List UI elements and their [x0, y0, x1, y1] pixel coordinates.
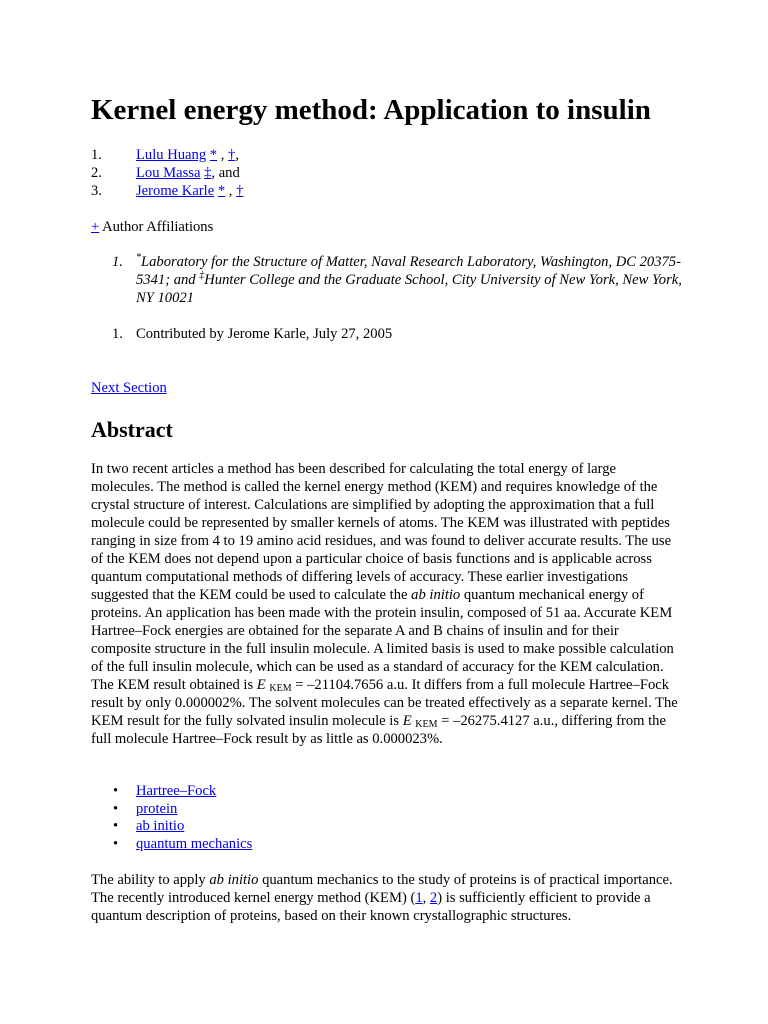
expand-affiliations-link[interactable]: +	[91, 219, 100, 235]
keyword-link-quantum-mechanics[interactable]: quantum mechanics	[136, 835, 253, 852]
article-title: Kernel energy method: Application to insulin	[91, 94, 651, 126]
affiliation-mark-link[interactable]: *	[217, 183, 226, 199]
italic-term: ab initio	[209, 872, 259, 888]
keyword-item	[91, 782, 252, 800]
bullet: •	[113, 783, 119, 799]
keyword-list	[91, 782, 252, 852]
author-link-massa[interactable]: Lou Massa	[136, 165, 201, 181]
energy-subscript: KEM	[415, 719, 438, 730]
contribution-note	[112, 325, 392, 343]
keyword-item	[91, 817, 252, 835]
affiliation-mark-link[interactable]: †	[228, 147, 236, 163]
next-section-link[interactable]: Next Section	[91, 380, 167, 396]
affiliation-item	[112, 253, 692, 307]
bullet: •	[113, 818, 119, 834]
abstract-text: quantum mechanical energy of proteins. An application has been made with the protein insulin, composed of 51 aa. Accurate KEM Hartree–Fock energies are obtained for the separate A and B chains of insulin and for their composite structure in the full insulin molecule. A limited basis is used to make possible calculation of the full insulin molecule, which can be used as a standard of accuracy for the KEM calculation. The KEM result obtained is	[91, 587, 674, 693]
separator: ,	[235, 147, 239, 163]
affiliation-part: Hunter College and the Graduate School, City University of New York, New York, NY 10021	[136, 272, 682, 306]
intro-paragraph	[91, 871, 681, 925]
keyword-item	[91, 835, 252, 853]
abstract-text: = –21104.7656 a.u. It differs from a full molecule Hartree–Fock result by only 0.000002%. The solvent molecules can be treated effectively as a separate kernel. The KEM result for the fully solvated insulin molecule is	[91, 677, 678, 729]
bullet: •	[113, 835, 119, 852]
keyword-link-hartree-fock[interactable]: Hartree–Fock	[136, 783, 217, 799]
author-list	[91, 146, 243, 200]
author-affiliations-toggle	[91, 218, 213, 236]
reference-link-1[interactable]: 1	[415, 890, 423, 906]
list-number: 1.	[91, 147, 102, 163]
energy-subscript: KEM	[269, 683, 292, 694]
abstract-paragraph	[91, 460, 681, 748]
author-item	[91, 146, 243, 164]
intro-text: The ability to apply	[91, 872, 210, 888]
italic-term: ab initio	[411, 587, 461, 603]
keyword-link-ab-initio[interactable]: ab initio	[136, 818, 185, 834]
abstract-heading: Abstract	[91, 417, 173, 442]
abstract-text: = –26275.4127 a.u., differing from the full molecule Hartree–Fock result by as little as 0.000023%.	[91, 713, 666, 747]
author-link-huang[interactable]: Lulu Huang	[136, 147, 207, 163]
separator: ,	[217, 147, 229, 163]
reference-link-2[interactable]: 2	[429, 890, 438, 906]
list-number: 1.	[112, 254, 123, 270]
author-item	[91, 164, 243, 182]
separator: ,	[225, 183, 237, 199]
keyword-item	[91, 800, 252, 818]
contribution-text: Contributed by Jerome Karle, July 27, 2005	[136, 326, 393, 342]
keyword-link-protein[interactable]: protein	[136, 800, 178, 817]
affiliation-part: Laboratory for the Structure of Matter, Naval Research Laboratory, Washington, DC 20375-5341; and	[136, 254, 681, 288]
bullet: •	[113, 800, 119, 817]
affiliation-mark: *	[136, 252, 141, 264]
intro-text: quantum mechanics to the study of proteins is of practical importance. The recently introduced kernel energy method (KEM) (	[91, 872, 673, 906]
affiliation-mark-link[interactable]: ‡	[204, 165, 212, 181]
list-number: 3.	[91, 183, 102, 199]
affiliation-mark-link[interactable]: †	[236, 183, 244, 199]
intro-text: ) is sufficiently efficient to provide a quantum description of proteins, based on their known crystallographic structures.	[91, 890, 651, 924]
energy-symbol: E	[402, 713, 412, 729]
separator: , and	[211, 165, 240, 181]
separator: ,	[422, 890, 430, 906]
author-link-karle[interactable]: Jerome Karle	[136, 183, 215, 199]
list-number: 1.	[112, 326, 123, 342]
energy-symbol: E	[256, 677, 266, 693]
affiliation-mark: ‡	[199, 270, 205, 282]
abstract-text: In two recent articles a method has been described for calculating the total energy of large molecules. The method is called the kernel energy method (KEM) and requires knowledge of the crystal structure of interest. Calculations are simplified by adopting the approximation that a full molecule could be represented by smaller kernels of atoms. The KEM was illustrated with peptides ranging in size from 4 to 19 amino acid residues, and was found to deliver accurate results. The use of the KEM does not depend upon a particular choice of basis functions and is applicable across quantum computational methods of differing levels of accuracy. These earlier investigations suggested that the KEM could be used to calculate the	[91, 461, 672, 603]
affiliations-label: Author Affiliations	[99, 219, 214, 235]
affiliation-text	[136, 253, 692, 307]
affiliation-mark-link[interactable]: *	[209, 147, 218, 163]
list-number: 2.	[91, 165, 102, 181]
author-item	[91, 182, 243, 200]
